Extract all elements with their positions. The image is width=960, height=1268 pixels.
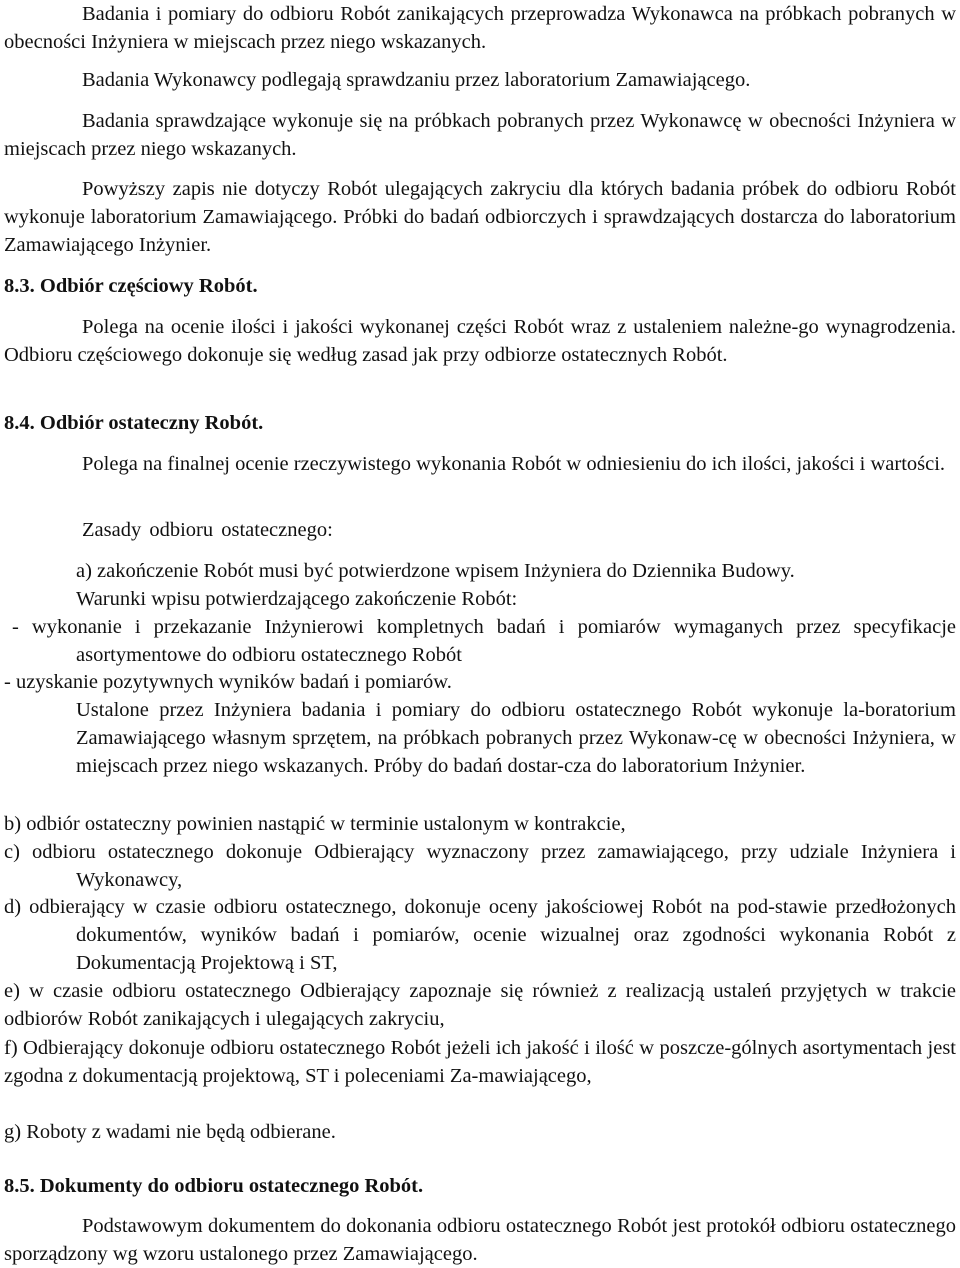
paragraph-partial-acceptance: Polega na ocenie ilości i jakości wykonanej części Robót wraz z ustaleniem należne-go wynagrodzenia. Odbioru częściowego dokonuje się według zasad jak przy odbiorze ostatecznych Robót. <box>4 316 956 366</box>
paragraph-final-protocol: Podstawowym dokumentem do dokonania odbioru ostatecznego Robót jest protokół odbioru ostatecznego sporządzony wg wzoru ustalonego przez Zamawiającego. <box>4 1215 956 1265</box>
section-heading-8-5: 8.5. Dokumenty do odbioru ostatecznego Robót. <box>4 1175 424 1197</box>
conditions-title: Warunki wpisu potwierdzającego zakończenie Robót: <box>76 588 518 610</box>
list-item-e: e) w czasie odbioru ostatecznego Odbierający zapoznaje się również z realizacją ustaleń przyjętych w trakcie odbiorów Robót zanikających i ulegających zakryciu, <box>4 980 956 1030</box>
section-heading-8-3: 8.3. Odbiór częściowy Robót. <box>4 275 258 297</box>
paragraph-final-acceptance: Polega na finalnej ocenie rzeczywistego wykonania Robót w odniesieniu do ich ilości, jakości i wartości. <box>82 453 946 475</box>
list-item-d: d) odbierający w czasie odbioru ostatecznego, dokonuje oceny jakościowej Robót na pod-stawie przedłożonych dokumentów, wyników badań i pomiarów, ocenie wizualnej oraz zgodności wykonania Robót z Dokumentacją Projektową i ST, <box>4 896 956 974</box>
rules-title: Zasady odbioru ostatecznego: <box>82 519 333 541</box>
paragraph-covered-works: Powyższy zapis nie dotyczy Robót ulegających zakryciu dla których badania próbek do odbioru Robót wykonuje laboratorium Zamawiającego. Próbki do badań odbiorczych i sprawdzających dostarcza do laboratorium Zamawiającego Inżynier. <box>4 178 956 256</box>
list-item-g: g) Roboty z wadami nie będą odbierane. <box>4 1121 336 1143</box>
paragraph-lab-verification: Badania Wykonawcy podlegają sprawdzaniu przez laboratorium Zamawiającego. <box>82 69 751 91</box>
paragraph-lab-note: Ustalone przez Inżyniera badania i pomiary do odbioru ostatecznego Robót wykonuje la-boratorium Zamawiającego własnym sprzętem, na próbkach pobranych przez Wykonaw-cę w obecności Inżyniera, w miejscach przez niego wskazanych. Próby do badań dostar-cza do laboratorium Inżynier. <box>76 699 956 777</box>
paragraph-verification-tests: Badania sprawdzające wykonuje się na próbkach pobranych przez Wykonawcę w obecności Inżyniera w miejscach przez niego wskazanych. <box>4 110 956 160</box>
section-heading-8-4: 8.4. Odbiór ostateczny Robót. <box>4 412 264 434</box>
dash-item-2: - uzyskanie pozytywnych wyników badań i pomiarów. <box>4 671 452 693</box>
list-item-b: b) odbiór ostateczny powinien nastąpić w terminie ustalonym w kontrakcie, <box>4 813 626 835</box>
list-item-a: a) zakończenie Robót musi być potwierdzone wpisem Inżyniera do Dziennika Budowy. <box>76 560 795 582</box>
paragraph-tests-by-contractor: Badania i pomiary do odbioru Robót zanikających przeprowadza Wykonawca na próbkach pobranych w obecności Inżyniera w miejscach przez niego wskazanych. <box>4 3 956 53</box>
dash-item-1: - wykonanie i przekazanie Inżynierowi kompletnych badań i pomiarów wymaganych przez specyfikacje asortymentowe do odbioru ostatecznego Robót <box>12 616 956 666</box>
list-item-c: c) odbioru ostatecznego dokonuje Odbierający wyznaczony przez zamawiającego, przy udziale Inżyniera i Wykonawcy, <box>4 841 956 891</box>
list-item-f: f) Odbierający dokonuje odbioru ostatecznego Robót jeżeli ich jakość i ilość w poszcze-gólnych asortymentach jest zgodna z dokumentacją projektową, ST i poleceniami Za-mawiającego, <box>4 1037 956 1087</box>
